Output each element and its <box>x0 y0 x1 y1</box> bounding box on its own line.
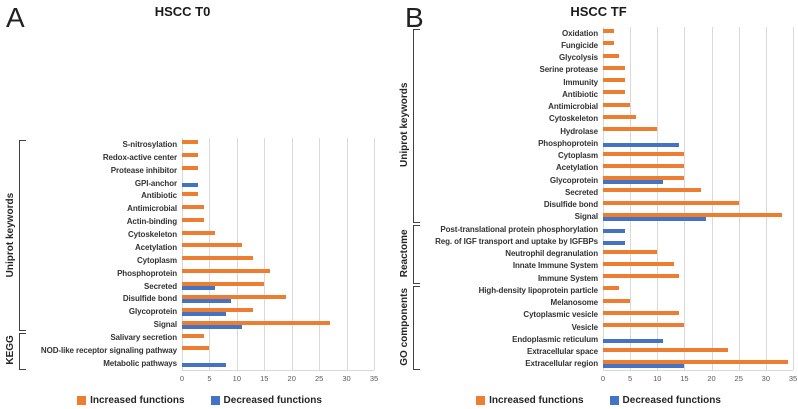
category-label <box>399 274 603 283</box>
category-row <box>399 101 798 113</box>
bar-area <box>603 113 793 125</box>
bar-area <box>603 174 793 186</box>
increased-bar <box>603 164 684 168</box>
category-label <box>0 166 182 175</box>
decreased-swatch-icon <box>211 396 220 405</box>
bar-area <box>603 150 793 162</box>
category-label <box>399 286 603 295</box>
category-label-text: Protease inhibitor <box>110 165 177 175</box>
x-tick-label: 10 <box>232 374 242 383</box>
category-row <box>399 248 798 260</box>
x-axis-line <box>182 370 374 371</box>
increased-bar <box>603 29 614 33</box>
category-label-text: Reg. of IGF transport and uptake by IGFBPs <box>435 236 598 246</box>
category-label <box>0 307 182 316</box>
category-row <box>0 138 399 151</box>
category-row <box>399 64 798 76</box>
bar-area <box>182 138 374 151</box>
x-tick-label: 0 <box>600 374 606 383</box>
category-row <box>0 164 399 177</box>
group-bracket <box>413 29 420 223</box>
category-label-text: Metabolic pathways <box>103 358 177 368</box>
decreased-bar <box>182 325 242 329</box>
category-label-text: Salivary secretion <box>110 333 177 343</box>
category-label <box>0 269 182 278</box>
category-label <box>0 191 182 200</box>
increased-bar <box>603 54 619 58</box>
x-tick-label: 20 <box>287 374 296 383</box>
bar-area <box>603 137 793 149</box>
decreased-bar <box>603 143 679 147</box>
panel-letter-b: B <box>405 2 424 33</box>
category-row <box>399 162 798 174</box>
category-label <box>399 176 603 185</box>
category-row <box>399 52 798 64</box>
increased-bar <box>603 90 625 94</box>
decreased-bar <box>603 241 625 245</box>
category-row <box>0 241 399 254</box>
category-label-text: Antibiotic <box>562 89 598 99</box>
increased-bar <box>603 262 674 266</box>
panel-letter-a: A <box>6 2 25 33</box>
increased-bar <box>603 201 739 205</box>
category-label <box>399 53 603 62</box>
group-bracket <box>19 140 26 331</box>
x-tick-label: 35 <box>369 374 379 383</box>
x-tick-label: 25 <box>314 374 324 383</box>
bar-area <box>603 162 793 174</box>
decreased-bar <box>603 364 684 368</box>
increased-swatch-icon <box>476 396 485 405</box>
x-tick-label: 5 <box>207 374 212 383</box>
bar-area <box>182 215 374 228</box>
bar-area <box>603 248 793 260</box>
decreased-bar <box>182 312 226 316</box>
increased-bar <box>182 166 198 170</box>
bar-area <box>603 64 793 76</box>
bar-area <box>182 190 374 203</box>
x-tick-label: 15 <box>680 374 689 383</box>
category-label <box>399 335 603 344</box>
bar-area <box>603 346 793 358</box>
decreased-bar <box>182 183 198 187</box>
bar-area <box>182 164 374 177</box>
category-label <box>0 282 182 291</box>
category-row <box>0 331 399 344</box>
category-label <box>399 139 603 148</box>
category-row <box>399 309 798 321</box>
category-label-text: Fungicide <box>561 40 598 50</box>
decreased-bar <box>182 363 226 367</box>
category-label-text: Cytoplasm <box>137 255 177 265</box>
x-tick-label: 5 <box>628 374 633 383</box>
x-tick-label: 30 <box>342 374 351 383</box>
panel-b <box>399 0 798 409</box>
bar-area <box>182 151 374 164</box>
category-label <box>399 359 603 368</box>
increased-bar <box>182 153 198 157</box>
category-label-text: Oxidation <box>562 28 598 38</box>
category-label-text: Immunity <box>563 77 598 87</box>
category-label-text: S-nitrosylation <box>122 139 177 149</box>
bar-area <box>182 357 374 370</box>
group-label: Uniprot keywords <box>5 192 16 277</box>
category-label-text: Melanosome <box>550 298 598 308</box>
decreased-bar <box>603 339 663 343</box>
category-row <box>0 318 399 331</box>
bar-area <box>182 202 374 215</box>
category-row <box>0 177 399 190</box>
category-label-text: Extracellular space <box>526 347 598 357</box>
x-tick-label: 20 <box>707 374 716 383</box>
bar-area <box>603 321 793 333</box>
category-label-text: High-density lipoprotein particle <box>478 285 598 295</box>
bar-area <box>182 177 374 190</box>
category-label <box>399 151 603 160</box>
category-label <box>0 230 182 239</box>
category-row <box>399 39 798 51</box>
category-row <box>399 260 798 272</box>
category-label <box>399 237 603 246</box>
category-label <box>0 294 182 303</box>
chart-title-a: HSCC T0 <box>154 4 211 19</box>
category-row <box>399 358 798 370</box>
bar-rows <box>0 138 399 370</box>
bar-area <box>603 186 793 198</box>
increased-bar <box>603 299 630 303</box>
increased-bar <box>603 274 679 278</box>
category-row <box>0 215 399 228</box>
category-label <box>399 114 603 123</box>
category-label-text: Antibiotic <box>141 191 177 201</box>
category-row <box>399 346 798 358</box>
bar-area <box>182 228 374 241</box>
legend-item-increased <box>77 395 184 406</box>
category-label-text: Actin-binding <box>126 217 177 227</box>
bar-area <box>603 284 793 296</box>
bar-area <box>603 39 793 51</box>
category-row <box>399 333 798 345</box>
legend-a <box>0 395 399 406</box>
legend-item-decreased <box>211 395 322 406</box>
bar-area <box>603 27 793 39</box>
category-label <box>399 212 603 221</box>
bar-area <box>603 52 793 64</box>
category-label <box>399 163 603 172</box>
bar-area <box>182 254 374 267</box>
increased-bar <box>603 188 701 192</box>
category-label-text: Serine protease <box>539 65 598 75</box>
group-bracket <box>413 286 420 370</box>
increased-bar <box>182 243 242 247</box>
group-label: Reactome <box>399 229 410 278</box>
category-row <box>399 199 798 211</box>
legend-item-decreased <box>610 395 721 406</box>
category-label <box>399 310 603 319</box>
category-label-text: Cytoplasm <box>558 151 598 161</box>
bar-area <box>182 344 374 357</box>
increased-bar <box>603 78 625 82</box>
bar-area <box>603 199 793 211</box>
category-label-text: Vesicle <box>571 322 598 332</box>
bar-area <box>603 260 793 272</box>
category-label <box>399 200 603 209</box>
increased-bar <box>182 231 215 235</box>
category-row <box>0 344 399 357</box>
category-row <box>399 125 798 137</box>
category-row <box>399 297 798 309</box>
category-row <box>399 27 798 39</box>
category-label-text: Glycolysis <box>558 53 598 63</box>
group-bracket <box>413 225 420 284</box>
category-label-text: Cytoskeleton <box>548 114 598 124</box>
bar-area <box>603 125 793 137</box>
category-label <box>399 188 603 197</box>
chart-title-b: HSCC TF <box>570 4 627 19</box>
category-label <box>0 153 182 162</box>
increased-bar <box>603 323 684 327</box>
category-row <box>0 280 399 293</box>
bar-area <box>182 293 374 306</box>
category-label-text: Secreted <box>144 281 177 291</box>
category-label-text: Signal <box>574 212 598 222</box>
category-label-text: Hydrolase <box>560 126 598 136</box>
category-label <box>0 346 182 355</box>
increased-swatch-icon <box>77 396 86 405</box>
increased-bar <box>603 41 614 45</box>
category-row <box>399 235 798 247</box>
category-label <box>399 323 603 332</box>
x-axis-line <box>603 370 793 371</box>
category-label-text: Signal <box>153 320 177 330</box>
x-tick-label: 30 <box>761 374 771 383</box>
category-label-text: Redox-active center <box>102 152 177 162</box>
x-tick-label: 15 <box>260 374 269 383</box>
category-label-text: Phosphoprotein <box>538 138 598 148</box>
bar-rows <box>399 27 798 370</box>
category-row <box>0 357 399 370</box>
category-label <box>0 204 182 213</box>
bar-area <box>182 241 374 254</box>
bar-area <box>603 211 793 223</box>
increased-bar <box>182 218 204 222</box>
category-label <box>0 359 182 368</box>
category-label <box>399 102 603 111</box>
category-label <box>0 256 182 265</box>
decreased-bar <box>603 229 625 233</box>
category-row <box>399 76 798 88</box>
category-label-text: Endoplasmic reticulum <box>512 334 598 344</box>
category-label <box>399 65 603 74</box>
group-bracket <box>19 333 26 370</box>
decreased-bar <box>603 180 663 184</box>
bar-area <box>603 76 793 88</box>
increased-bar <box>603 103 630 107</box>
category-row <box>0 254 399 267</box>
category-row <box>399 113 798 125</box>
bar-area <box>603 309 793 321</box>
category-row <box>0 305 399 318</box>
x-tick-label: 35 <box>788 374 798 383</box>
legend-increased-label: Increased functions <box>90 395 185 406</box>
category-row <box>399 88 798 100</box>
category-label-text: Immune System <box>537 273 598 283</box>
increased-bar <box>603 127 657 131</box>
category-row <box>0 151 399 164</box>
category-label-text: Neutrophil degranulation <box>505 249 598 259</box>
bar-area <box>182 267 374 280</box>
increased-bar <box>182 256 253 260</box>
category-row <box>0 202 399 215</box>
bar-area <box>182 305 374 318</box>
increased-bar <box>603 66 625 70</box>
bar-area <box>603 223 793 235</box>
legend-decreased-label: Decreased functions <box>223 395 322 406</box>
increased-bar <box>603 115 636 119</box>
category-label-text: Secreted <box>565 187 598 197</box>
category-row <box>399 150 798 162</box>
bar-area <box>603 101 793 113</box>
category-label-text: Post-translational protein phosphorylation <box>440 224 598 234</box>
increased-bar <box>182 192 198 196</box>
legend-item-increased <box>476 395 583 406</box>
category-row <box>0 228 399 241</box>
category-label-text: GPI-anchor <box>134 178 177 188</box>
category-label <box>0 217 182 226</box>
category-label <box>399 127 603 136</box>
decreased-swatch-icon <box>610 396 619 405</box>
legend-decreased-label: Decreased functions <box>622 395 721 406</box>
bar-area <box>603 235 793 247</box>
legend-increased-label: Increased functions <box>489 395 584 406</box>
group-label: Uniprot keywords <box>399 82 410 168</box>
category-label-text: Acetylation <box>555 163 598 173</box>
bar-area <box>182 318 374 331</box>
category-label-text: NOD-like receptor signaling pathway <box>40 345 177 355</box>
category-row <box>399 211 798 223</box>
category-row <box>399 284 798 296</box>
category-label <box>399 90 603 99</box>
increased-bar <box>603 286 619 290</box>
bar-area <box>182 331 374 344</box>
increased-bar <box>603 348 728 352</box>
group-label: KEGG <box>5 335 16 366</box>
category-label <box>0 140 182 149</box>
category-row <box>399 174 798 186</box>
increased-bar <box>603 311 679 315</box>
bar-area <box>603 358 793 370</box>
category-row <box>399 223 798 235</box>
category-label-text: Disulfide bond <box>543 200 598 210</box>
bar-area <box>603 333 793 345</box>
category-label <box>399 78 603 87</box>
category-label <box>0 333 182 342</box>
decreased-bar <box>182 286 215 290</box>
category-label-text: Phosphoprotein <box>117 268 177 278</box>
increased-bar <box>182 346 209 350</box>
bar-area <box>603 88 793 100</box>
category-label-text: Extracellular region <box>525 359 598 369</box>
increased-bar <box>182 334 204 338</box>
bar-area <box>603 272 793 284</box>
category-label-text: Glycoprotein <box>128 307 177 317</box>
increased-bar <box>182 205 204 209</box>
category-label-text: Disulfide bond <box>122 294 177 304</box>
legend-b <box>399 395 798 406</box>
category-label-text: Cytoplasmic vesicle <box>523 310 598 320</box>
category-row <box>399 321 798 333</box>
category-label <box>0 243 182 252</box>
x-tick-label: 0 <box>179 374 185 383</box>
category-label <box>399 41 603 50</box>
increased-bar <box>603 250 657 254</box>
category-label-text: Cytoskeleton <box>127 230 177 240</box>
category-row <box>0 293 399 306</box>
category-row <box>399 186 798 198</box>
group-label: GO components <box>399 288 410 367</box>
x-tick-label: 25 <box>734 374 743 383</box>
increased-bar <box>182 140 198 144</box>
decreased-bar <box>182 299 231 303</box>
category-row <box>0 267 399 280</box>
category-label-text: Glycoprotein <box>549 175 598 185</box>
category-label <box>0 179 182 188</box>
x-tick-label: 10 <box>653 374 662 383</box>
category-label-text: Innate Immune System <box>512 261 598 271</box>
category-label <box>399 298 603 307</box>
category-label-text: Antimicrobial <box>548 102 598 112</box>
category-label <box>399 261 603 270</box>
increased-bar <box>603 152 684 156</box>
category-label-text: Antimicrobial <box>127 204 177 214</box>
category-label-text: Acetylation <box>134 242 177 252</box>
category-label <box>399 29 603 38</box>
category-label <box>399 249 603 258</box>
category-label <box>399 225 603 234</box>
category-row <box>399 137 798 149</box>
category-row <box>399 272 798 284</box>
bar-area <box>182 280 374 293</box>
increased-bar <box>182 269 270 273</box>
bar-area <box>603 297 793 309</box>
category-row <box>0 190 399 203</box>
decreased-bar <box>603 217 706 221</box>
category-label <box>399 347 603 356</box>
category-label <box>0 320 182 329</box>
